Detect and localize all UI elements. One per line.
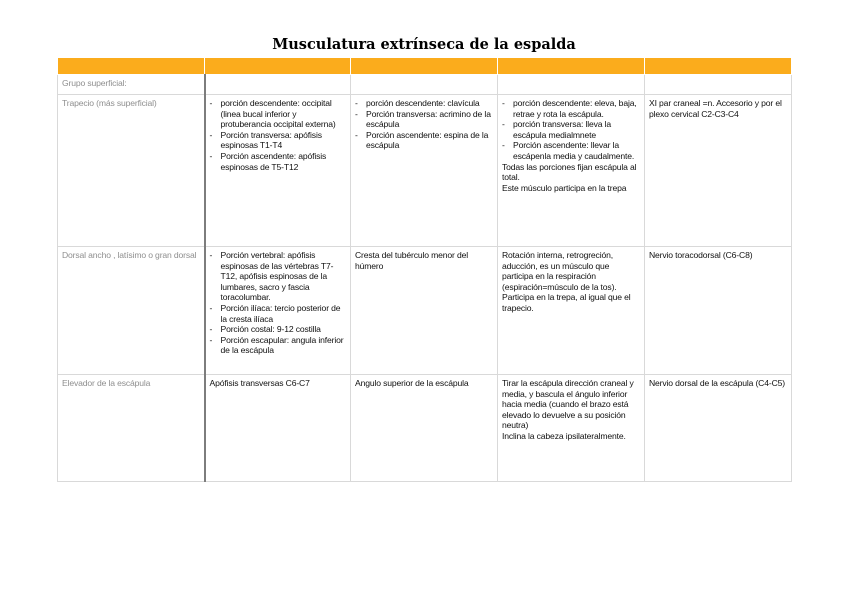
header-cell	[351, 58, 498, 75]
table-row	[58, 375, 792, 482]
origin-cell	[205, 247, 351, 375]
page-title: Musculatura extrínseca de la espalda	[272, 36, 576, 53]
empty-cell	[498, 75, 645, 95]
muscle-name: Dorsal ancho , latísimo o gran dorsal	[58, 247, 205, 375]
list-item: - Porción ascendente: apófisis espinosas de T5-T12	[220, 151, 347, 172]
list-item: - Porción costal: 9-12 costilla	[220, 324, 347, 335]
group-row	[58, 75, 792, 95]
list-item: - Porción escapular: angula inferior de la escápula	[220, 335, 347, 356]
list-item: - Porción transversa: acrimino de la escápula	[365, 109, 493, 130]
list-item: - Porción ilíaca: tercio posterior de la cresta ilíaca	[220, 303, 347, 324]
list-item: - porción descendente: clavícula	[365, 98, 493, 109]
header-cell	[58, 58, 205, 75]
origin-cell: Apófisis transversas C6-C7	[205, 375, 351, 482]
function-text: Rotación interna, retrogreción, aducción, es un músculo que participa en la respiración (espiración=músculo de la tos).	[502, 250, 617, 292]
header-cell	[205, 58, 351, 75]
function-cell	[498, 95, 645, 247]
insertion-cell: Cresta del tubérculo menor del húmero	[351, 247, 498, 375]
header-cell	[645, 58, 792, 75]
list-item: - Porción transversa: apófisis espinosas T1-T4	[220, 130, 347, 151]
function-cell	[498, 247, 645, 375]
list-item: - porción descendente: occipital (linea bucal inferior y protuberancia occipital externa)	[220, 98, 347, 130]
function-text: Tirar la escápula dirección craneal y media, y bascula el ángulo inferior hacia media (cuando el brazo está elevado lo devuelve a su posición neutra)	[502, 378, 634, 431]
header-row	[58, 58, 792, 75]
table-row	[58, 247, 792, 375]
function-text: Participa en la trepa, al igual que el trapecio.	[502, 292, 631, 313]
header-cell	[498, 58, 645, 75]
function-text: Inclina la cabeza ipsilateralmente.	[502, 430, 626, 441]
empty-cell	[205, 75, 351, 95]
nerve-cell: Nervio dorsal de la escápula (C4-C5)	[645, 375, 792, 482]
list-item: - Porción ascendente: espina de la escápula	[365, 130, 493, 151]
list-item: - Porción ascendente: llevar la escápenla media y caudalmente.	[512, 140, 640, 161]
list-item: - Porción vertebral: apófisis espinosas de las vértebras T7-T12, apófisis espinosas de la lumbares, sacro y fascia toracolumbar.	[220, 250, 347, 303]
empty-cell	[645, 75, 792, 95]
function-cell	[498, 375, 645, 482]
list-item: - porción descendente: eleva, baja, retrae y rota la escápula.	[512, 98, 640, 119]
insertion-cell: Angulo superior de la escápula	[351, 375, 498, 482]
function-text: Este músculo participa en la trepa	[502, 182, 627, 193]
muscle-name: Trapecio (más superficial)	[58, 95, 205, 247]
table-row	[58, 95, 792, 247]
group-label: Grupo superficial:	[58, 75, 205, 95]
function-text: Todas las porciones fijan escápula al total.	[502, 161, 637, 183]
muscle-table	[57, 57, 792, 482]
muscle-name: Elevador de la escápula	[58, 375, 205, 482]
nerve-cell: XI par craneal =n. Accesorio y por el plexo cervical C2-C3-C4	[645, 95, 792, 247]
origin-cell	[205, 95, 351, 247]
nerve-cell: Nervio toracodorsal (C6-C8)	[645, 247, 792, 375]
list-item: - porción transversa: lleva la escápula medialmnete	[512, 119, 640, 140]
insertion-cell	[351, 95, 498, 247]
empty-cell	[351, 75, 498, 95]
